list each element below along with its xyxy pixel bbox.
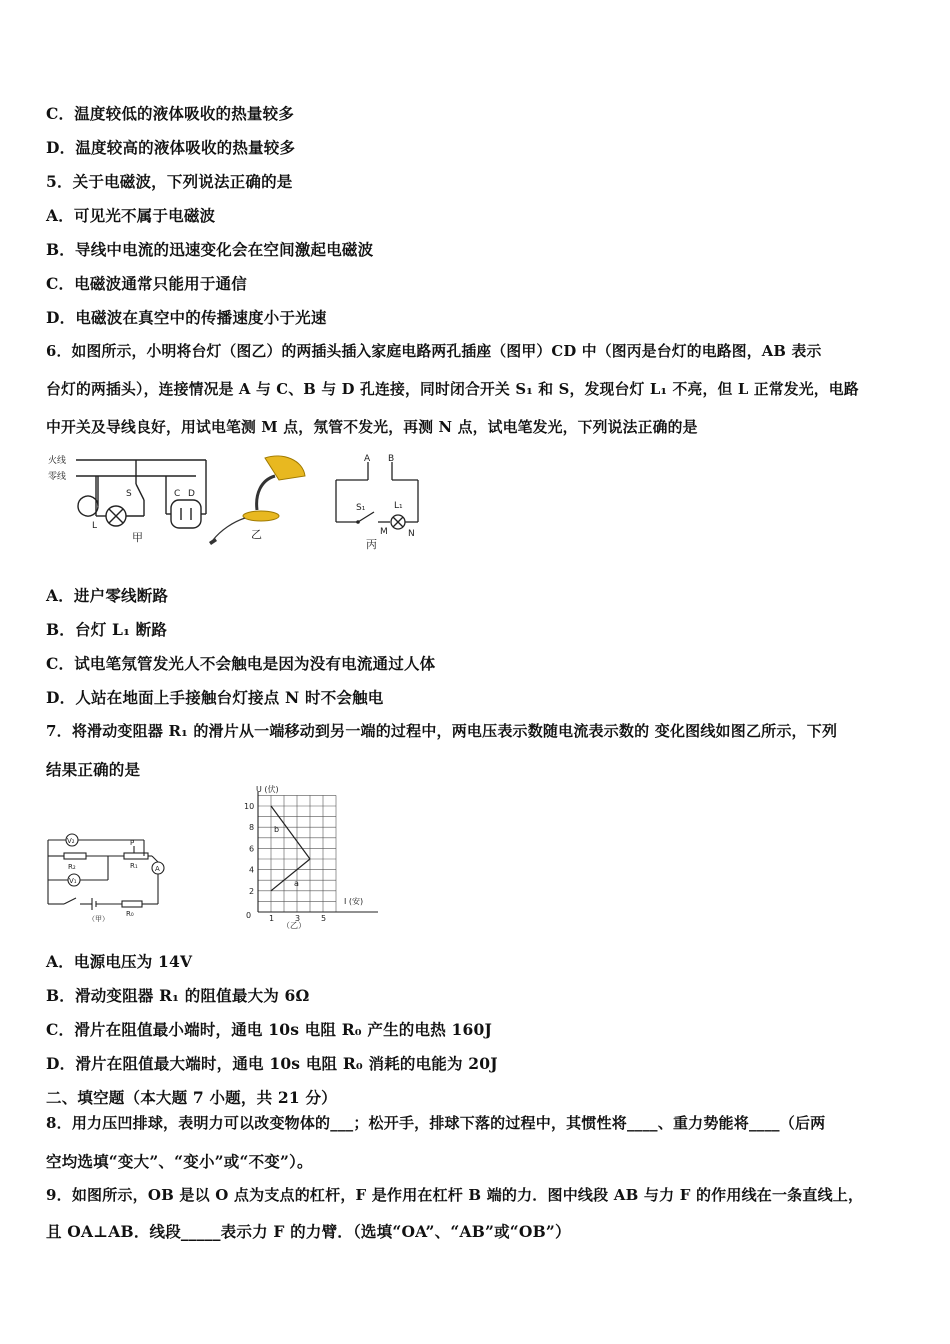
q7-option-c: C．滑片在阻值最小端时，通电 10s 电阻 R₀ 产生的电热 160J <box>46 1020 492 1039</box>
v1-label: V₁ <box>69 877 77 885</box>
b-label: B <box>388 454 395 464</box>
l1-label: L₁ <box>394 501 403 511</box>
switch <box>64 898 76 904</box>
series-line-a <box>271 859 310 891</box>
q5-option-a: A．可见光不属于电磁波 <box>46 206 216 225</box>
q5-stem: 5．关于电磁波，下列说法正确的是 <box>46 172 293 191</box>
m-label: M <box>380 527 388 537</box>
q6-option-a: A．进户零线断路 <box>46 586 169 605</box>
resistor-r0 <box>122 901 142 907</box>
r1-label: R₁ <box>130 862 138 870</box>
yi-label: 乙 <box>251 528 262 541</box>
y-tick-label: 4 <box>249 865 255 875</box>
resistor-r2 <box>64 853 86 859</box>
q7-stem-line1: 7．将滑动变阻器 R₁ 的滑片从一端移动到另一端的过程中，两电压表示数随电流表示数的 变化图线如图乙所示，下列 <box>46 722 838 740</box>
xlabel: I (安) <box>344 897 364 906</box>
q7-option-d: D．滑片在阻值最大端时，通电 10s 电阻 R₀ 消耗的电能为 20J <box>46 1054 498 1073</box>
lamp-cord <box>213 518 245 540</box>
a-label-circuit: A <box>155 865 160 873</box>
y-tick-label: 10 <box>244 802 255 811</box>
x-tick-label: 1 <box>269 914 275 923</box>
n-label: N <box>408 529 415 539</box>
q8-line1: 8．用力压凹排球，表明力可以改变物体的___；松开手，排球下落的过程中，其惯性将____、重力势能将____（后两 <box>46 1114 826 1132</box>
neutral-label: 零线 <box>48 472 67 482</box>
y-tick-label: 6 <box>249 844 255 854</box>
switch-s1 <box>358 512 374 522</box>
lamp-base <box>243 511 279 521</box>
y-tick-label: 8 <box>249 823 255 833</box>
q9-line1: 9．如图所示，OB 是以 O 点为支点的杠杆，F 是作用在杠杆 B 端的力．图中线段 AB 与力 F 的作用线在一条直线上， <box>46 1186 864 1204</box>
live-label: 火线 <box>48 456 67 466</box>
line-a-label: a <box>294 879 299 888</box>
y-tick-label: 2 <box>249 886 255 896</box>
q9-line2: 且 OA⊥AB．线段_____表示力 F 的力臂．（选填“OA”、“AB”或“OB”） <box>46 1222 571 1241</box>
origin-label: 0 <box>246 911 252 920</box>
q6-option-d: D．人站在地面上手接触台灯接点 N 时不会触电 <box>46 688 384 707</box>
d-label: D <box>188 489 195 499</box>
v2-label: V₂ <box>67 837 75 845</box>
x-tick-label: 3 <box>295 914 301 923</box>
x-tick-label: 5 <box>321 914 327 923</box>
ylabel: U (伏) <box>256 785 279 794</box>
lamp-arm <box>257 476 275 510</box>
q4-option-c: C．温度较低的液体吸收的热量较多 <box>46 104 295 123</box>
q6-figure-bing <box>328 452 428 552</box>
s1-label: S₁ <box>356 503 366 513</box>
line-b-label: b <box>274 825 280 834</box>
c-label: C <box>174 489 181 499</box>
q6-figure-jia <box>46 448 216 548</box>
q6-stem-line2: 台灯的两插头），连接情况是 A 与 C、B 与 D 孔连接，同时闭合开关 S₁ 和 S，发现台灯 L₁ 不亮，但 L 正常发光，电路 <box>46 381 859 398</box>
q6-figure-yi <box>205 450 315 550</box>
q6-option-c: C．试电笔氖管发光人不会触电是因为没有电流通过人体 <box>46 654 436 673</box>
q7-graph-yi <box>228 784 388 930</box>
p-label: P <box>130 839 135 847</box>
jia-label-circuit: （甲） <box>88 915 109 923</box>
graph-grid <box>258 795 336 912</box>
r0-label: R₀ <box>126 910 134 918</box>
q5-option-c: C．电磁波通常只能用于通信 <box>46 274 247 293</box>
r2-label: R₂ <box>68 863 76 871</box>
q7-option-a: A．电源电压为 14V <box>46 952 193 971</box>
a-label: A <box>364 454 371 464</box>
q5-option-d: D．电磁波在真空中的传播速度小于光速 <box>46 308 327 327</box>
graph-axes <box>258 792 378 912</box>
jia-label: 甲 <box>132 531 143 544</box>
s-label: S <box>126 489 132 499</box>
section2-title: 二、填空题（本大题 7 小题，共 21 分） <box>46 1088 337 1107</box>
yi-label-graph: （乙） <box>282 921 306 930</box>
q7-circuit-jia <box>44 828 174 924</box>
q6-option-b: B．台灯 L₁ 断路 <box>46 620 168 639</box>
socket-cd <box>171 500 201 528</box>
q7-stem-line2: 结果正确的是 <box>46 760 141 779</box>
q8-line2: 空均选填“变大”、“变小”或“不变”）。 <box>46 1152 313 1171</box>
q6-stem-line1: 6．如图所示，小明将台灯（图乙）的两插头插入家庭电路两孔插座（图甲）CD 中（图丙是台灯的电路图，AB 表示 <box>46 343 822 360</box>
switch-s <box>136 484 144 500</box>
l-label: L <box>92 521 98 531</box>
q7-option-b: B．滑动变阻器 R₁ 的阻值最大为 6Ω <box>46 986 310 1005</box>
bing-label: 丙 <box>366 538 377 551</box>
q6-stem-line3: 中开关及导线良好，用试电笔测 M 点，氖管不发光，再测 N 点，试电笔发光，下列说法正确的是 <box>46 419 698 436</box>
q5-option-b: B．导线中电流的迅速变化会在空间激起电磁波 <box>46 240 374 259</box>
q4-option-d: D．温度较高的液体吸收的热量较多 <box>46 138 296 157</box>
